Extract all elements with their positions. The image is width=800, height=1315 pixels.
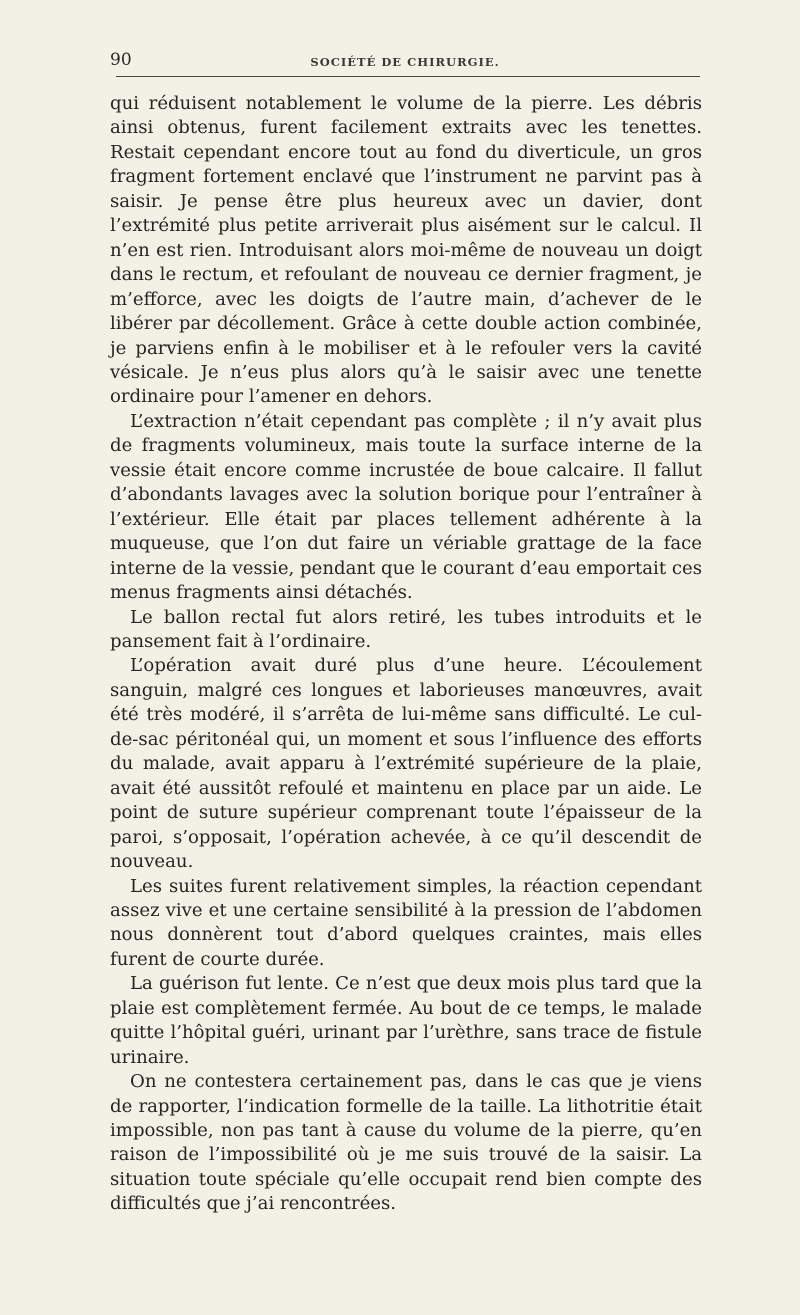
running-head [110,44,700,78]
body-text [110,92,702,1217]
page-number: 90 [110,50,132,70]
paragraph-operation: L’opération avait duré plus d’une heure. L’écoulement sanguin, malgré ces longues et laborieuses manœuvres, avait été très modéré, il s’arrêta de lui-même sans difficulté. Le cul-de-sac péritonéal qui, un moment et sous l’influence des efforts du malade, avait apparu à l’extrémité supérieure de la plaie, avait été aussitôt refoulé et maintenu en place par un aide. Le point de suture supérieur comprenant toute l’épaisseur de la paroi, s’opposait, l’opération achevée, à ce qu’il descendit de nouveau. [110,655,702,873]
paragraph-continuation: qui réduisent notablement le volume de la pierre. Les débris ainsi obtenus, furent facilement extraits avec les tenettes. Restait cependant encore tout au fond du diverticule, un gros fragment fortement enclavé que l’instrument ne parvint pas à saisir. Je pense être plus heureux avec un davier, dont l’extrémité plus petite arriverait plus aisément sur le calcul. Il n’en est rien. Introduisant alors moi-même de nouveau un doigt dans le rectum, et refoulant de nouveau ce dernier fragment, je m’efforce, avec les doigts de l’autre main, d’achever de le libérer par décollement. Grâce à cette double action combinée, je parviens enfin à le mobiliser et à le refouler vers la cavité vésicale. Je n’eus plus alors qu’à le saisir avec une tenette ordinaire pour l’amener en dehors. [110,93,702,408]
paragraph-conclusion: On ne contestera certainement pas, dans le cas que je viens de rapporter, l’indication formelle de la taille. La lithotritie était impossible, non pas tant à cause du volume de la pierre, qu’en raison de l’impossibilité où je me suis trouvé de la saisir. La situation toute spéciale qu’elle occupait rend bien compte des difficultés que j’ai rencontrées. [110,1071,702,1215]
paragraph-extraction: L’extraction n’était cependant pas complète ; il n’y avait plus de fragments volumineux, mais toute la surface interne de la vessie était encore comme incrustée de boue calcaire. Il fallut d’abondants lavages avec la solution borique pour l’entraîner à l’extérieur. Elle était par places tellement adhérente à la muqueuse, que l’on dut faire un vériable grattage de la face interne de la vessie, pendant que le courant d’eau emportait ces menus fragments ainsi détachés. [110,410,702,604]
running-head-title: SOCIÉTÉ DE CHIRURGIE. [310,55,500,69]
header-rule [116,76,700,77]
paragraph-guerison: La guérison fut lente. Ce n’est que deux mois plus tard que la plaie est complètement fermée. Au bout de ce temps, le malade quitte l’hôpital guéri, urinant par l’urèthre, sans trace de fistule urinaire. [110,973,702,1068]
paragraph-ballon: Le ballon rectal fut alors retiré, les tubes introduits et le pansement fait à l’ordinaire. [110,606,702,652]
paragraph-suites: Les suites furent relativement simples, la réaction cependant assez vive et une certaine sensibilité à la pression de l’abdomen nous donnèrent tout d’abord quelques craintes, mais elles furent de courte durée. [110,875,702,970]
